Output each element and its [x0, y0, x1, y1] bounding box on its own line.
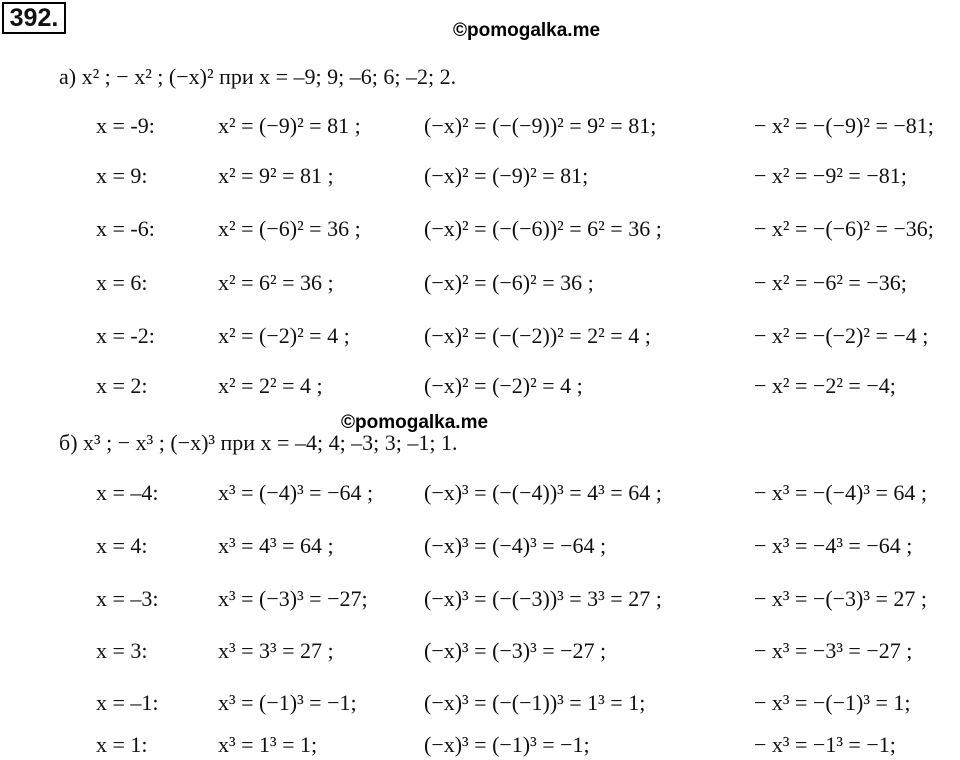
part-a-row — [96, 113, 934, 139]
part-b-row — [96, 638, 912, 664]
row-label: x = –3: — [96, 586, 159, 611]
expr-neg-x-power: (−x)³ = (−(−3))³ = 3³ = 27 ; — [424, 586, 662, 611]
expr-neg-x-power: (−x)² = (−2)² = 4 ; — [424, 373, 583, 398]
row-label: x = 3: — [96, 638, 148, 663]
expr-neg-x-power: (−x)³ = (−1)³ = −1; — [424, 732, 590, 757]
expr-x-power: x² = (−2)² = 4 ; — [218, 323, 350, 348]
row-label: x = -6: — [96, 216, 155, 241]
row-label: x = -2: — [96, 323, 155, 348]
part-a-row — [96, 373, 896, 399]
expr-minus-x-power: − x² = −9² = −81; — [754, 163, 907, 188]
part-a-row — [96, 216, 934, 242]
row-label: x = 9: — [96, 163, 148, 188]
expr-minus-x-power: − x² = −(−6)² = −36; — [754, 216, 934, 241]
part-b-row — [96, 586, 927, 612]
expr-x-power: x³ = 3³ = 27 ; — [218, 638, 334, 663]
expr-neg-x-power: (−x)² = (−(−2))² = 2² = 4 ; — [424, 323, 651, 348]
expr-neg-x-power: (−x)³ = (−(−1))³ = 1³ = 1; — [424, 690, 646, 715]
expr-minus-x-power: − x² = −(−2)² = −4 ; — [754, 323, 929, 348]
expr-x-power: x³ = 4³ = 64 ; — [218, 533, 334, 558]
expr-x-power: x² = 2² = 4 ; — [218, 373, 323, 398]
part-b-header: б) x³ ; − x³ ; (−x)³ при x = –4; 4; –3; 3; –1; 1. — [59, 430, 458, 455]
part-a-row — [96, 163, 907, 189]
expr-x-power: x² = (−6)² = 36 ; — [218, 216, 361, 241]
expr-neg-x-power: (−x)² = (−(−6))² = 6² = 36 ; — [424, 216, 662, 241]
expr-neg-x-power: (−x)² = (−9)² = 81; — [424, 163, 589, 188]
expr-minus-x-power: − x² = −2² = −4; — [754, 373, 896, 398]
part-a-header: а) x² ; − x² ; (−x)² при x = –9; 9; –6; 6; –2; 2. — [59, 64, 457, 89]
expr-neg-x-power: (−x)³ = (−(−4))³ = 4³ = 64 ; — [424, 480, 662, 505]
part-a-row — [96, 323, 928, 349]
part-b-row — [96, 533, 912, 559]
row-label: x = 6: — [96, 270, 148, 295]
row-label: x = 1: — [96, 732, 148, 757]
expr-minus-x-power: − x³ = −(−4)³ = 64 ; — [754, 480, 927, 505]
row-label: x = 2: — [96, 373, 148, 398]
part-b-row — [96, 690, 911, 716]
part-a-row — [96, 270, 907, 296]
expr-minus-x-power: − x³ = −4³ = −64 ; — [754, 533, 913, 558]
expr-neg-x-power: (−x)³ = (−3)³ = −27 ; — [424, 638, 607, 663]
row-label: x = –4: — [96, 480, 159, 505]
expr-minus-x-power: − x² = −(−9)² = −81; — [754, 113, 934, 138]
expr-x-power: x³ = (−4)³ = −64 ; — [218, 480, 374, 505]
expr-neg-x-power: (−x)² = (−6)² = 36 ; — [424, 270, 594, 295]
expr-x-power: x² = (−9)² = 81 ; — [218, 113, 361, 138]
expr-x-power: x³ = 1³ = 1; — [218, 732, 318, 757]
watermark-top: ©pomogalka.me — [453, 20, 601, 41]
expr-minus-x-power: − x³ = −1³ = −1; — [754, 732, 896, 757]
expr-neg-x-power: (−x)² = (−(−9))² = 9² = 81; — [424, 113, 657, 138]
expr-minus-x-power: − x³ = −(−1)³ = 1; — [754, 690, 911, 715]
expr-x-power: x² = 9² = 81 ; — [218, 163, 334, 188]
expr-x-power: x³ = (−3)³ = −27; — [218, 586, 368, 611]
part-b-row — [96, 732, 896, 758]
expr-minus-x-power: − x² = −6² = −36; — [754, 270, 907, 295]
expr-minus-x-power: − x³ = −(−3)³ = 27 ; — [754, 586, 927, 611]
row-label: x = -9: — [96, 113, 155, 138]
expr-x-power: x³ = (−1)³ = −1; — [218, 690, 357, 715]
row-label: x = –1: — [96, 690, 159, 715]
part-b-row — [96, 480, 927, 506]
watermark-middle: ©pomogalka.me — [341, 412, 489, 433]
expr-x-power: x² = 6² = 36 ; — [218, 270, 334, 295]
problem-number: 392. — [2, 2, 66, 34]
expr-neg-x-power: (−x)³ = (−4)³ = −64 ; — [424, 533, 607, 558]
row-label: x = 4: — [96, 533, 148, 558]
expr-minus-x-power: − x³ = −3³ = −27 ; — [754, 638, 913, 663]
